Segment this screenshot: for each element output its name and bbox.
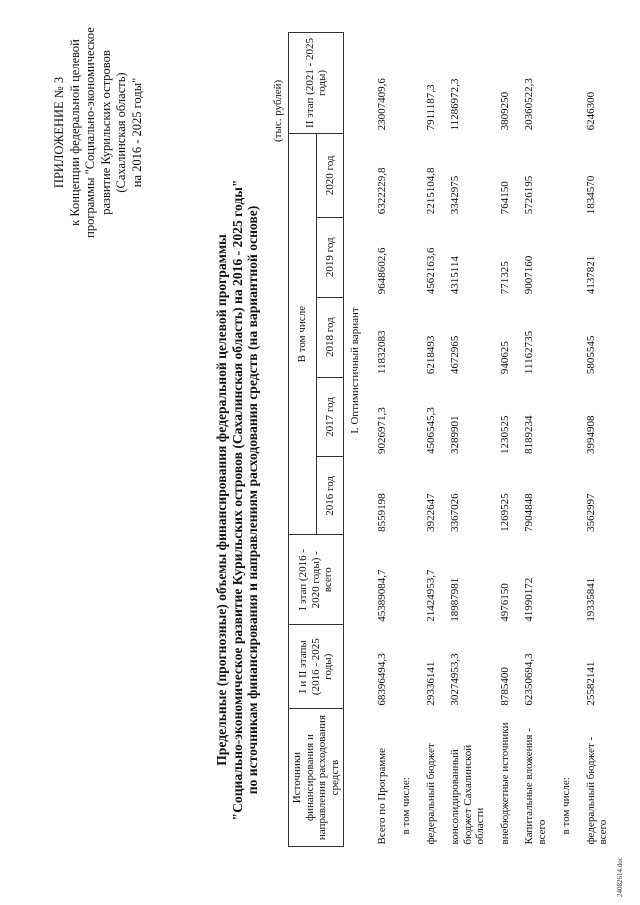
table-cell: 11286972,3 (449, 78, 461, 131)
table-cell: 62350694,3 (523, 653, 535, 706)
table-cell: 3367026 (449, 493, 461, 532)
table-row (495, 33, 520, 847)
table-cell (396, 297, 421, 377)
appendix-line: (Сахалинская область) (114, 72, 128, 193)
row-label: федеральный бюджет - всего (584, 736, 609, 845)
header-year-2020: 2020 год (316, 133, 344, 217)
table-cell (396, 535, 421, 625)
table-cell: 6322229,8 (375, 167, 388, 215)
row-label: Всего по Программе (375, 747, 388, 845)
table-cell: 29336141 (424, 661, 437, 706)
table-cell: 6218493 (424, 335, 437, 375)
table-cell: 68396494,3 (375, 653, 388, 706)
table-cell: 8559198 (375, 493, 388, 532)
table-cell (556, 297, 581, 377)
header-year-2018: 2018 год (316, 297, 344, 377)
row-label: Капитальные вложения - всего (523, 728, 548, 845)
appendix-line: к Концепции федеральной целевой (67, 39, 82, 226)
table-cell: 41990172 (523, 577, 535, 622)
header-stage-2: II этап (2021 - 2025 годы) (289, 33, 344, 134)
header-stages-1-2: I и II этапы (2016 - 2025 годы) (289, 625, 344, 709)
table-cell: 940625 (498, 341, 511, 375)
appendix-line: развитие Курильских островов (98, 50, 113, 215)
table-cell: 764150 (498, 181, 511, 215)
table-cell: 771325 (498, 261, 511, 295)
table-cell: 3994908 (584, 415, 597, 454)
table-cell: 3922647 (424, 493, 437, 532)
table-cell: 45389084,7 (375, 569, 388, 622)
table-row (372, 33, 397, 847)
table-cell (556, 535, 581, 625)
table-cell: 4506545,3 (424, 407, 437, 454)
table-cell: 9026971,3 (375, 407, 388, 454)
table-cell (556, 133, 581, 217)
table-cell: 30274953,3 (449, 653, 461, 706)
table-cell: 1834570 (584, 175, 597, 215)
title-line: Предельные (прогнозные) объемы финансирования федеральной целевой программы (214, 234, 229, 766)
table-cell: 25582141 (584, 661, 597, 706)
table-cell: 5805545 (584, 335, 597, 375)
table-cell: 7904848 (523, 493, 535, 532)
row-label: в том числе: (560, 777, 572, 835)
header-stage-1: I этап (2016 - 2020 годы) - всего (289, 535, 344, 625)
table-cell: 4672965 (449, 335, 461, 375)
header-source: Источники финансирования и направления расходования средств (289, 709, 344, 847)
table-cell: 18987981 (449, 577, 461, 622)
financing-table (288, 32, 618, 847)
table-cell: 11832083 (375, 330, 388, 375)
appendix-line: программы "Социально-экономическое (83, 27, 97, 238)
table-cell: 3562997 (584, 493, 597, 532)
title-line: "Социально-экономическое развитие Курильских островов (Сахалинская область) на 2016 - 2025 годы" (229, 179, 245, 821)
table-cell (556, 217, 581, 297)
table-cell (556, 377, 581, 457)
table-row (581, 33, 618, 847)
table-cell: 3342975 (449, 175, 461, 215)
table-cell (396, 625, 421, 709)
table-cell (556, 625, 581, 709)
row-label: федеральный бюджет (424, 743, 437, 845)
table-cell: 23007409,6 (375, 78, 388, 131)
table-cell: 5726195 (523, 175, 535, 215)
header-year-2019: 2019 год (316, 217, 344, 297)
section-heading: I. Оптимистичный вариант (349, 307, 361, 434)
header-year-2017: 2017 год (316, 377, 344, 457)
table-cell: 19335841 (584, 577, 597, 622)
table-cell: 20360522,3 (523, 78, 535, 131)
title-line: по источникам финансирования и направлениям расходования средств (на вариантной основе) (245, 205, 260, 795)
row-label: в том числе: (400, 777, 412, 835)
header-including: В том числе (289, 133, 317, 534)
table-cell: 1230525 (498, 415, 511, 454)
table-cell: 3289901 (449, 415, 461, 454)
table-cell (396, 217, 421, 297)
file-footer: 24082614.doc (616, 857, 624, 897)
table-cell: 4976150 (498, 583, 511, 622)
table-row (421, 33, 446, 847)
document-title (214, 155, 261, 845)
table-cell: 8785400 (498, 667, 511, 706)
table-cell: 1269525 (498, 493, 511, 532)
table-cell: 9648602,6 (375, 247, 388, 295)
table-cell: 4315114 (449, 256, 461, 295)
table-cell: 8189234 (523, 415, 535, 454)
table-cell: 4562163,6 (424, 247, 437, 295)
table-cell (556, 457, 581, 535)
table-cell: 21424953,7 (424, 569, 437, 622)
table-cell (396, 377, 421, 457)
table-cell (396, 457, 421, 535)
table-cell (556, 33, 581, 134)
header-year-2016: 2016 год (316, 457, 344, 535)
appendix-line: ПРИЛОЖЕНИЕ № 3 (52, 76, 66, 189)
table-cell: 9007160 (523, 255, 535, 295)
appendix-line: на 2016 - 2025 годы" (129, 77, 144, 188)
table-cell: 6246300 (584, 91, 597, 131)
row-label: консолидированный бюджет Сахалинской области (449, 744, 486, 845)
table-cell: 3809250 (498, 91, 511, 131)
units-note: (тыс. рублей) (272, 79, 284, 142)
table-row (445, 33, 495, 847)
table-row (556, 33, 581, 847)
table-cell: 2215104,8 (424, 167, 437, 215)
table-row (519, 33, 556, 847)
table-row (396, 33, 421, 847)
table-cell: 4137821 (584, 255, 597, 295)
appendix-heading (52, 15, 145, 250)
table-cell: 11162735 (523, 330, 535, 375)
table-cell (396, 133, 421, 217)
row-label: внебюджетные источники (498, 722, 511, 845)
table-cell: 7911187,3 (424, 84, 437, 131)
table-cell (396, 33, 421, 134)
